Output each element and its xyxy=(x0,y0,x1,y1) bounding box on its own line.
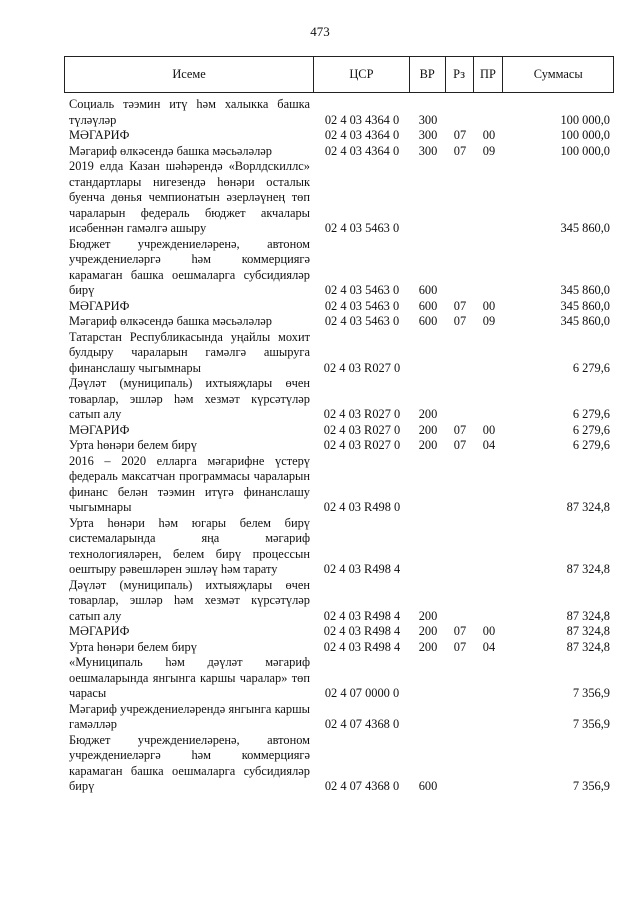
cell-vr: 300 xyxy=(418,128,438,142)
table-row xyxy=(64,702,614,733)
cell-rz: 07 xyxy=(453,639,467,654)
cell-pr: 04 xyxy=(482,438,496,452)
table-row xyxy=(64,330,614,377)
header-rz: Рз xyxy=(446,57,474,92)
cell-name: 2019 елда Казан шәһәрендә «Ворлдскиллс» стандартлары нигезендә һөнәри осталык буенча дөнья чемпионатын әзерләүнең төп чараларын федераль бюджет акчалары исәбеннән гамәлгә ашыру xyxy=(69,159,310,235)
cell-rz: 07 xyxy=(453,128,467,142)
cell-csr: 02 4 03 R498 4 xyxy=(323,608,401,623)
cell-name: Дәүләт (муниципаль) ихтыяҗлары өчен товарлар, эшләр һәм хезмәт күрсәтүләр сатып алу xyxy=(69,376,310,421)
table-row xyxy=(64,578,614,625)
cell-vr: 600 xyxy=(418,298,438,313)
cell-rz: 07 xyxy=(453,298,467,313)
cell-sum: 345 860,0 xyxy=(560,221,610,235)
cell-sum: 7 356,9 xyxy=(572,717,610,731)
cell-csr: 02 4 03 R498 4 xyxy=(323,562,401,576)
cell-vr: 200 xyxy=(418,438,438,452)
cell-vr: 300 xyxy=(418,143,438,158)
cell-vr: 200 xyxy=(418,624,438,638)
cell-sum: 87 324,8 xyxy=(566,624,610,638)
cell-sum: 87 324,8 xyxy=(566,562,610,576)
budget-table xyxy=(64,56,614,795)
table-row xyxy=(64,655,614,702)
cell-sum: 6 279,6 xyxy=(572,438,610,452)
cell-pr: 00 xyxy=(482,422,496,437)
cell-vr: 200 xyxy=(418,407,438,421)
cell-rz: 07 xyxy=(453,143,467,158)
cell-sum: 345 860,0 xyxy=(560,298,610,313)
cell-csr: 02 4 03 4364 0 xyxy=(324,128,400,142)
cell-csr: 02 4 03 5463 0 xyxy=(324,298,400,313)
table-row xyxy=(64,144,614,160)
cell-rz: 07 xyxy=(453,438,467,452)
cell-pr: 00 xyxy=(482,128,496,142)
cell-sum: 7 356,9 xyxy=(572,779,610,793)
cell-csr: 02 4 03 5463 0 xyxy=(324,221,400,235)
cell-csr: 02 4 07 4368 0 xyxy=(324,717,400,731)
table-row xyxy=(64,516,614,578)
cell-vr: 300 xyxy=(418,112,438,127)
cell-sum: 87 324,8 xyxy=(566,500,610,514)
cell-csr: 02 4 03 4364 0 xyxy=(324,143,400,158)
cell-name: Мәгариф өлкәсендә башка мәсьәләләр xyxy=(69,143,272,158)
cell-vr: 200 xyxy=(418,608,438,623)
table-row xyxy=(64,128,614,144)
cell-name: МӘГАРИФ xyxy=(69,624,130,638)
cell-name: Урта һөнәри һәм югары белем бирү системаларында яңа мәгариф технологияләрен, белем бирү процессын оештыру рәвешләрен эшләү һәм тарату xyxy=(69,515,310,576)
cell-sum: 100 000,0 xyxy=(560,143,610,158)
cell-csr: 02 4 03 R027 0 xyxy=(323,438,401,452)
cell-name: Урта һөнәри белем бирү xyxy=(69,438,197,452)
page-number: 473 xyxy=(310,24,330,39)
cell-name: Мәгариф өлкәсендә башка мәсьәләләр xyxy=(69,314,272,328)
table-row xyxy=(64,640,614,656)
cell-name: «Муниципаль һәм дәүләт мәгариф оешмаларында янгынга каршы чаралар» төп чарасы xyxy=(69,655,310,700)
cell-rz: 07 xyxy=(453,314,467,328)
cell-sum: 6 279,6 xyxy=(572,407,610,421)
header-sum: Суммасы xyxy=(533,66,583,81)
cell-sum: 87 324,8 xyxy=(566,608,610,623)
cell-name: МӘГАРИФ xyxy=(69,128,130,142)
table-row xyxy=(64,159,614,237)
cell-csr: 02 4 07 0000 0 xyxy=(324,686,400,700)
header-pr: ПР xyxy=(474,57,504,92)
cell-sum: 6 279,6 xyxy=(572,360,610,375)
cell-csr: 02 4 03 R498 0 xyxy=(323,500,401,514)
cell-name: 2016 – 2020 елларга мәгарифне үстерү федераль максатчан программасы чараларын финанс белән тәэмин итүгә финанслашу чыгымнары xyxy=(69,453,310,514)
cell-csr: 02 4 03 4364 0 xyxy=(324,112,400,127)
table-row xyxy=(64,376,614,423)
cell-csr: 02 4 03 R498 4 xyxy=(323,624,401,638)
header-vr: ВР xyxy=(410,57,446,92)
table-row xyxy=(64,733,614,795)
cell-vr: 600 xyxy=(418,314,438,328)
cell-sum: 345 860,0 xyxy=(560,283,610,297)
cell-rz: 07 xyxy=(453,422,467,437)
table-row xyxy=(64,314,614,330)
table-row xyxy=(64,423,614,439)
cell-sum: 100 000,0 xyxy=(560,112,610,127)
cell-name: Социаль тәэмин итү һәм халыкка башка түләүләр xyxy=(69,97,310,127)
table-body xyxy=(64,93,614,795)
cell-sum: 6 279,6 xyxy=(572,422,610,437)
cell-vr: 200 xyxy=(418,422,438,437)
cell-csr: 02 4 03 R027 0 xyxy=(323,360,401,375)
cell-name: Бюджет учреждениеләренә, автоном учреждениеләргә һәм коммерциягә карамаган башка оешмаларга субсидияләр бирү xyxy=(69,732,310,793)
cell-pr: 04 xyxy=(482,639,496,654)
table-row xyxy=(64,438,614,454)
cell-name: Бюджет учреждениеләренә, автоном учреждениеләргә һәм коммерциягә карамаган башка оешмаларга субсидияләр бирү xyxy=(69,236,310,297)
cell-pr: 09 xyxy=(482,143,496,158)
cell-sum: 100 000,0 xyxy=(560,128,610,142)
cell-csr: 02 4 03 5463 0 xyxy=(324,314,400,328)
cell-sum: 345 860,0 xyxy=(560,314,610,328)
cell-pr: 09 xyxy=(482,314,496,328)
cell-csr: 02 4 03 R027 0 xyxy=(323,422,401,437)
cell-name: Урта һөнәри белем бирү xyxy=(69,639,197,654)
cell-name: МӘГАРИФ xyxy=(69,298,130,313)
header-name: Исеме xyxy=(65,57,314,92)
cell-pr: 00 xyxy=(482,298,496,313)
table-row xyxy=(64,97,614,128)
cell-name: Дәүләт (муниципаль) ихтыяҗлары өчен товарлар, эшләр һәм хезмәт күрсәтүләр сатып алу xyxy=(69,577,310,623)
header-csr: ЦСР xyxy=(314,57,410,92)
table-row xyxy=(64,237,614,299)
table-row xyxy=(64,624,614,640)
cell-pr: 00 xyxy=(482,624,496,638)
cell-csr: 02 4 03 R027 0 xyxy=(323,407,401,421)
cell-rz: 07 xyxy=(453,624,467,638)
cell-vr: 600 xyxy=(418,779,438,793)
cell-sum: 87 324,8 xyxy=(566,639,610,654)
cell-name: Мәгариф учреждениеләрендә янгынга каршы гамәлләр xyxy=(69,701,310,731)
cell-csr: 02 4 07 4368 0 xyxy=(324,779,400,793)
cell-csr: 02 4 03 5463 0 xyxy=(324,283,400,297)
cell-vr: 600 xyxy=(418,283,438,297)
cell-name: Татарстан Республикасында уңайлы мохит булдыру чараларын гамәлгә ашыруга финанслашу чыгымнары xyxy=(69,329,310,375)
table-row xyxy=(64,299,614,315)
cell-vr: 200 xyxy=(418,639,438,654)
cell-csr: 02 4 03 R498 4 xyxy=(323,639,401,654)
cell-sum: 7 356,9 xyxy=(572,686,610,700)
table-header xyxy=(64,56,614,93)
cell-name: МӘГАРИФ xyxy=(69,422,130,437)
table-row xyxy=(64,454,614,516)
